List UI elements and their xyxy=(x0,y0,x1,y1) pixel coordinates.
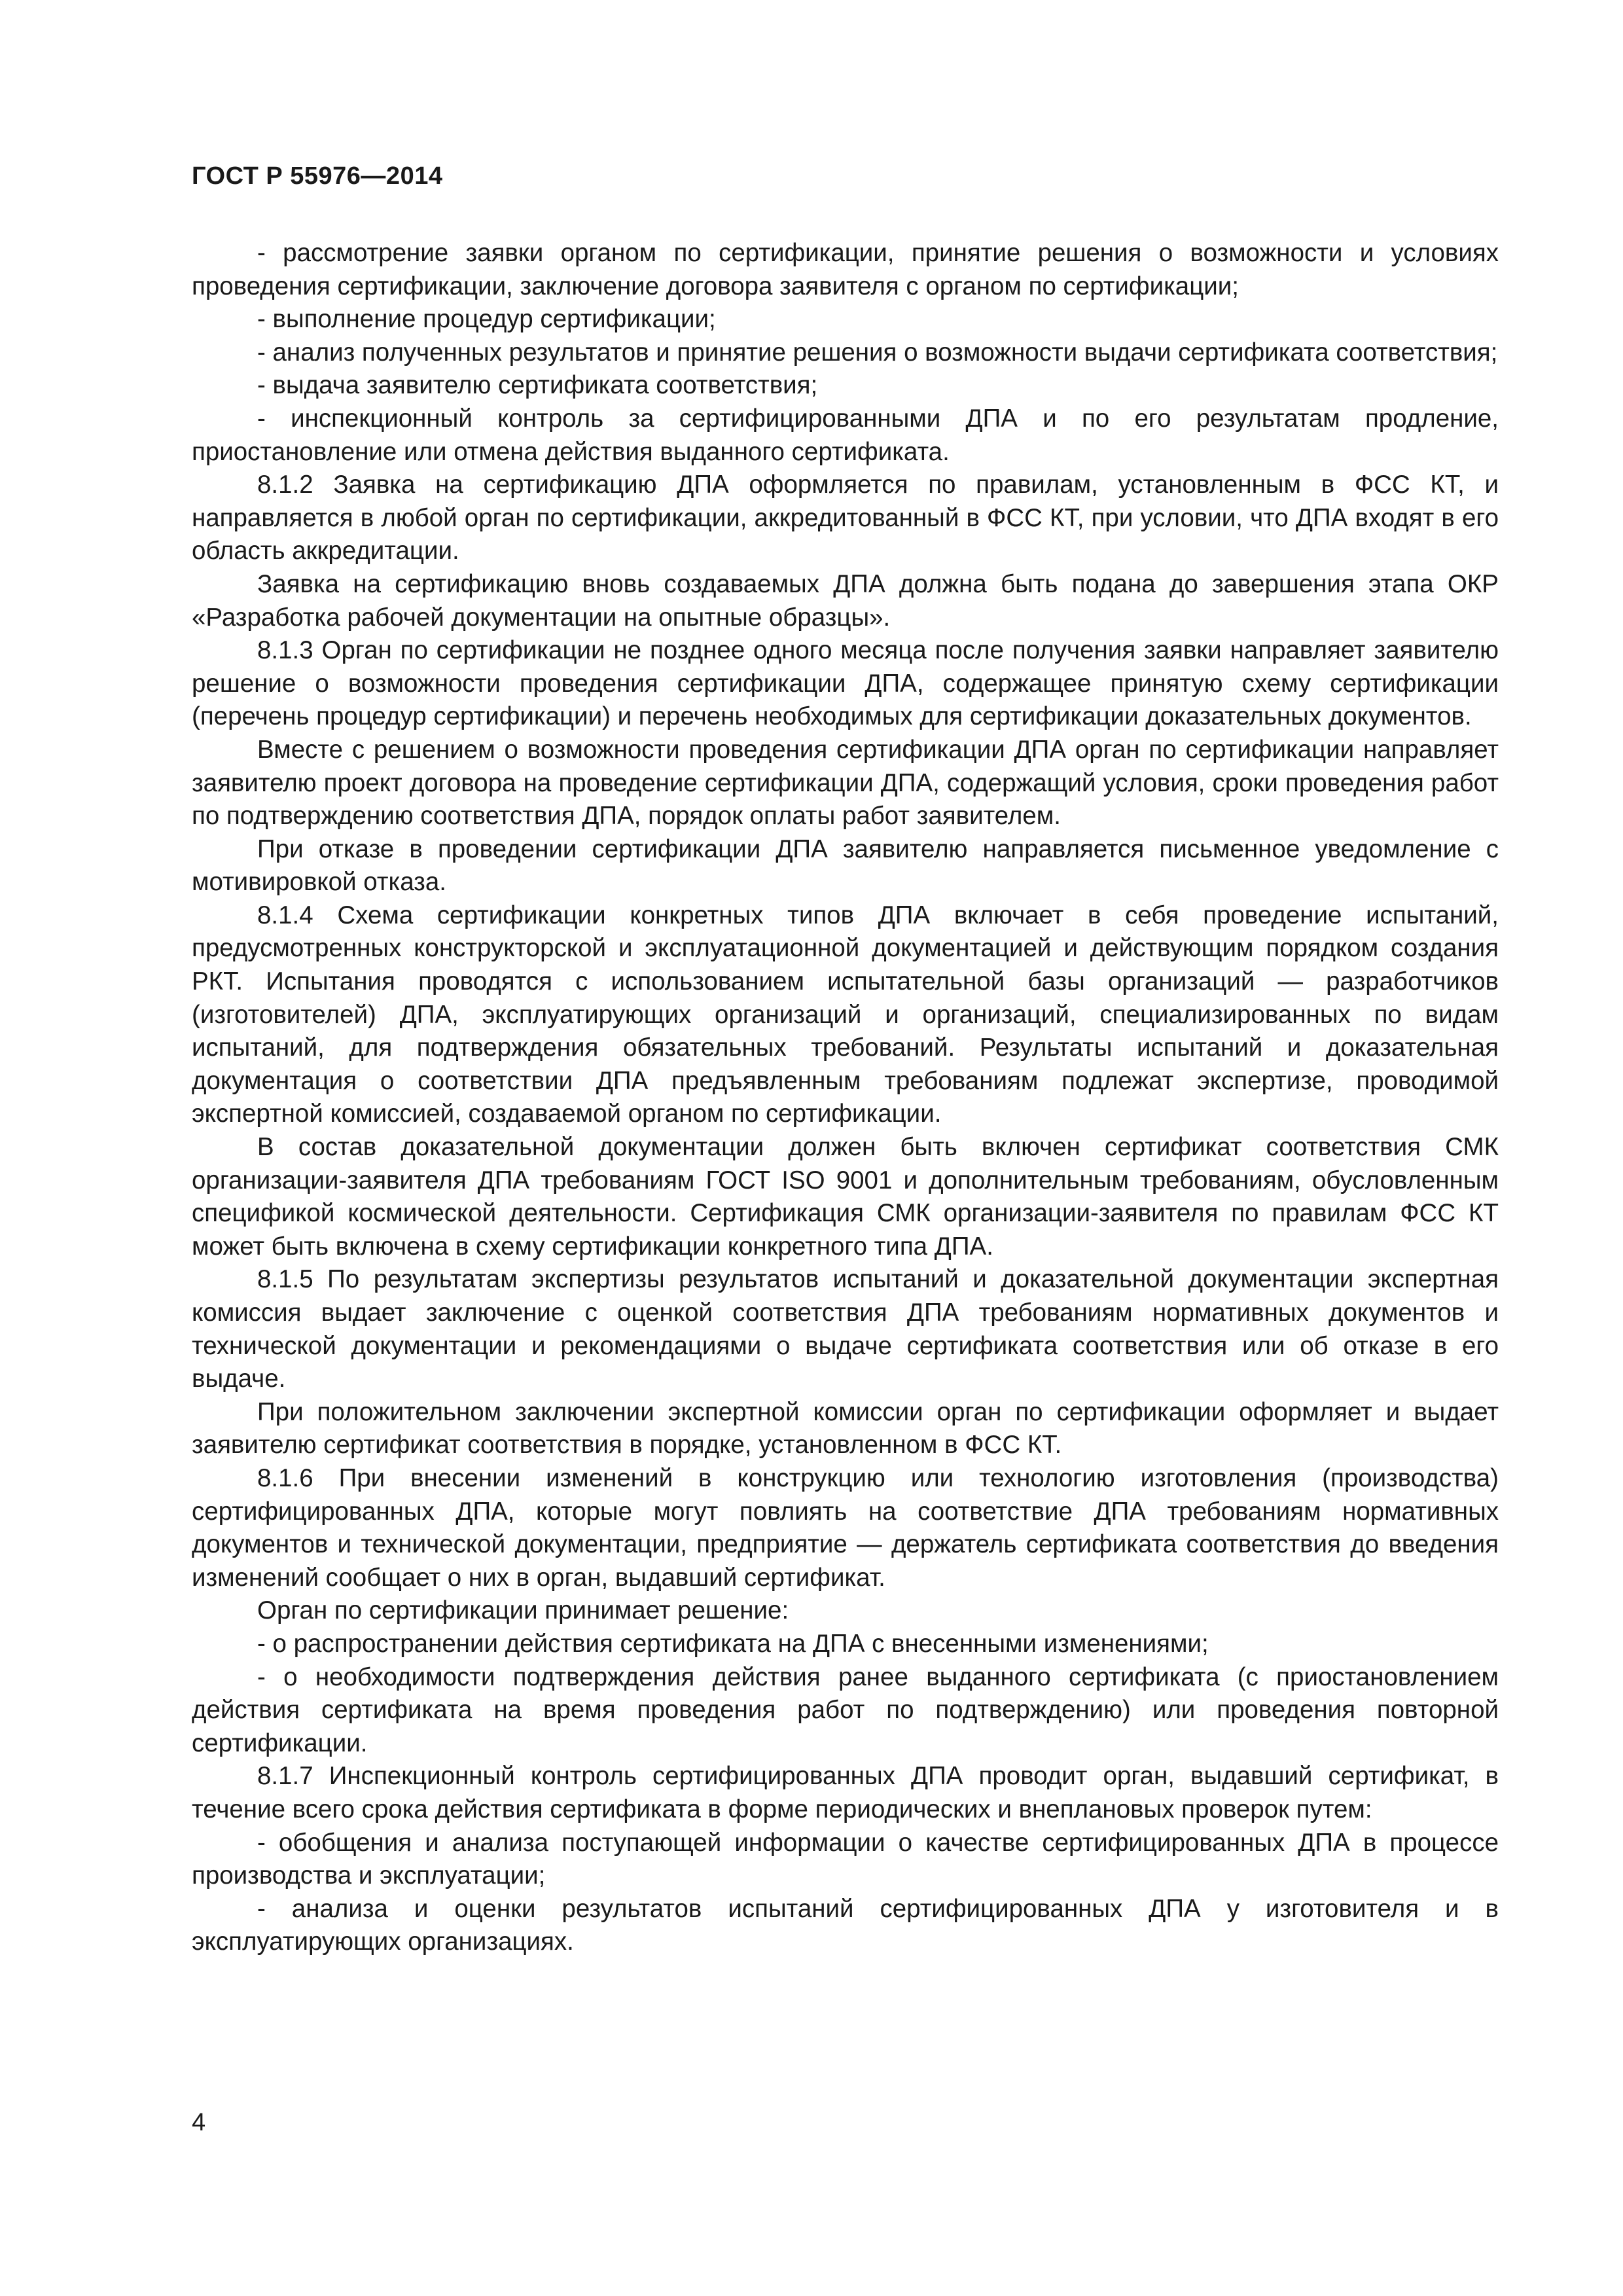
paragraph: Заявка на сертификацию вновь создаваемых ДПА должна быть подана до завершения этапа ОКР «Разработка рабочей документации на опытные образцы». xyxy=(192,569,1499,632)
paragraph: - анализ полученных результатов и принятие решения о возможности выдачи сертификата соответствия; xyxy=(257,338,1498,367)
paragraph: - о распространении действия сертификата на ДПА с внесенными изменениями; xyxy=(257,1629,1209,1658)
paragraph: При отказе в проведении сертификации ДПА заявителю направляется письменное уведомление с мотивировкой отказа. xyxy=(192,834,1499,897)
section-8-1-2: 8.1.2 Заявка на сертификацию ДПА оформляется по правилам, установленным в ФСС КТ, и направляется в любой орган по сертификации, аккредитованный в ФСС КТ, при условии, что ДПА входят в его область аккредитации. xyxy=(192,471,1499,565)
section-8-1-4: 8.1.4 Схема сертификации конкретных типов ДПА включает в себя проведение испытаний, предусмотренных конструкторской и эксплуатационной документацией и действующим порядком создания РКТ. Испытания проводятся с использованием испытательной базы организаций — разработчиков (изготовителей) ДПА, эксплуатирующих организаций и организаций, специализированных по видам испытаний, для подтверждения обязательных требований. Результаты испытаний и доказательная документация о соответствии ДПА предъявленным требованиям подлежат экспертизе, проводимой экспертной комиссией, создаваемой органом по сертификации. xyxy=(192,901,1499,1128)
paragraph: - рассмотрение заявки органом по сертификации, принятие решения о возможности и условиях проведения сертификации, заключение договора заявителя с органом по сертификации; xyxy=(192,239,1499,300)
paragraph: Вместе с решением о возможности проведения сертификации ДПА орган по сертификации направляет заявителю проект договора на проведение сертификации ДПА, содержащий условия, сроки проведения работ по подтверждению соответствия ДПА, порядок оплаты работ заявителем. xyxy=(192,735,1499,831)
section-8-1-6: 8.1.6 При внесении изменений в конструкцию или технологию изготовления (производства) сертифицированных ДПА, которые могут повлиять на соответствие ДПА требованиям нормативных документов и технической документации, предприятие — держатель сертификата соответствия до введения изменений сообщает о них в орган, выдавший сертификат. xyxy=(192,1463,1499,1592)
section-8-1-7: 8.1.7 Инспекционный контроль сертифицированных ДПА проводит орган, выдавший сертификат, в течение всего срока действия сертификата в форме периодических и внеплановых проверок путем: xyxy=(192,1762,1499,1823)
paragraph: Орган по сертификации принимает решение: xyxy=(257,1596,789,1625)
paragraph: - обобщения и анализа поступающей информации о качестве сертифицированных ДПА в процессе производства и эксплуатации; xyxy=(192,1828,1499,1890)
paragraph: - выдача заявителю сертификата соответствия; xyxy=(257,371,818,400)
section-8-1-3: 8.1.3 Орган по сертификации не позднее одного месяца после получения заявки направляет заявителю решение о возможности проведения сертификации ДПА, содержащее принятую схему сертификации (перечень процедур сертификации) и перечень необходимых для сертификации доказательных документов. xyxy=(192,636,1499,731)
page-number: 4 xyxy=(192,2109,206,2136)
paragraph: - анализа и оценки результатов испытаний сертифицированных ДПА у изготовителя и в эксплуатирующих организациях. xyxy=(192,1894,1499,1956)
standard-header: ГОСТ Р 55976—2014 xyxy=(192,162,443,190)
paragraph: При положительном заключении экспертной комиссии орган по сертификации оформляет и выдает заявителю сертификат соответствия в порядке, установленном в ФСС КТ. xyxy=(192,1397,1499,1460)
paragraph: - выполнение процедур сертификации; xyxy=(257,305,716,334)
paragraph: - инспекционный контроль за сертифицированными ДПА и по его результатам продление, приостановление или отмена действия выданного сертификата. xyxy=(192,404,1499,466)
section-8-1-5: 8.1.5 По результатам экспертизы результатов испытаний и доказательной документации экспертная комиссия выдает заключение с оценкой соответствия ДПА требованиям нормативных документов и технической документации и рекомендациями о выдаче сертификата соответствия или об отказе в его выдаче. xyxy=(192,1265,1499,1393)
paragraph: В состав доказательной документации должен быть включен сертификат соответствия СМК организации-заявителя ДПА требованиям ГОСТ ISO 9001 и дополнительным требованиям, обусловленным спецификой космической деятельности. Сертификация СМК организации-заявителя по правилам ФСС КТ может быть включена в схему сертификации конкретного типа ДПА. xyxy=(192,1133,1499,1261)
paragraph: - о необходимости подтверждения действия ранее выданного сертификата (с приостановлением действия сертификата на время проведения работ по подтверждению) или проведения повторной сертификации. xyxy=(192,1662,1499,1757)
document-body xyxy=(192,237,1499,1959)
